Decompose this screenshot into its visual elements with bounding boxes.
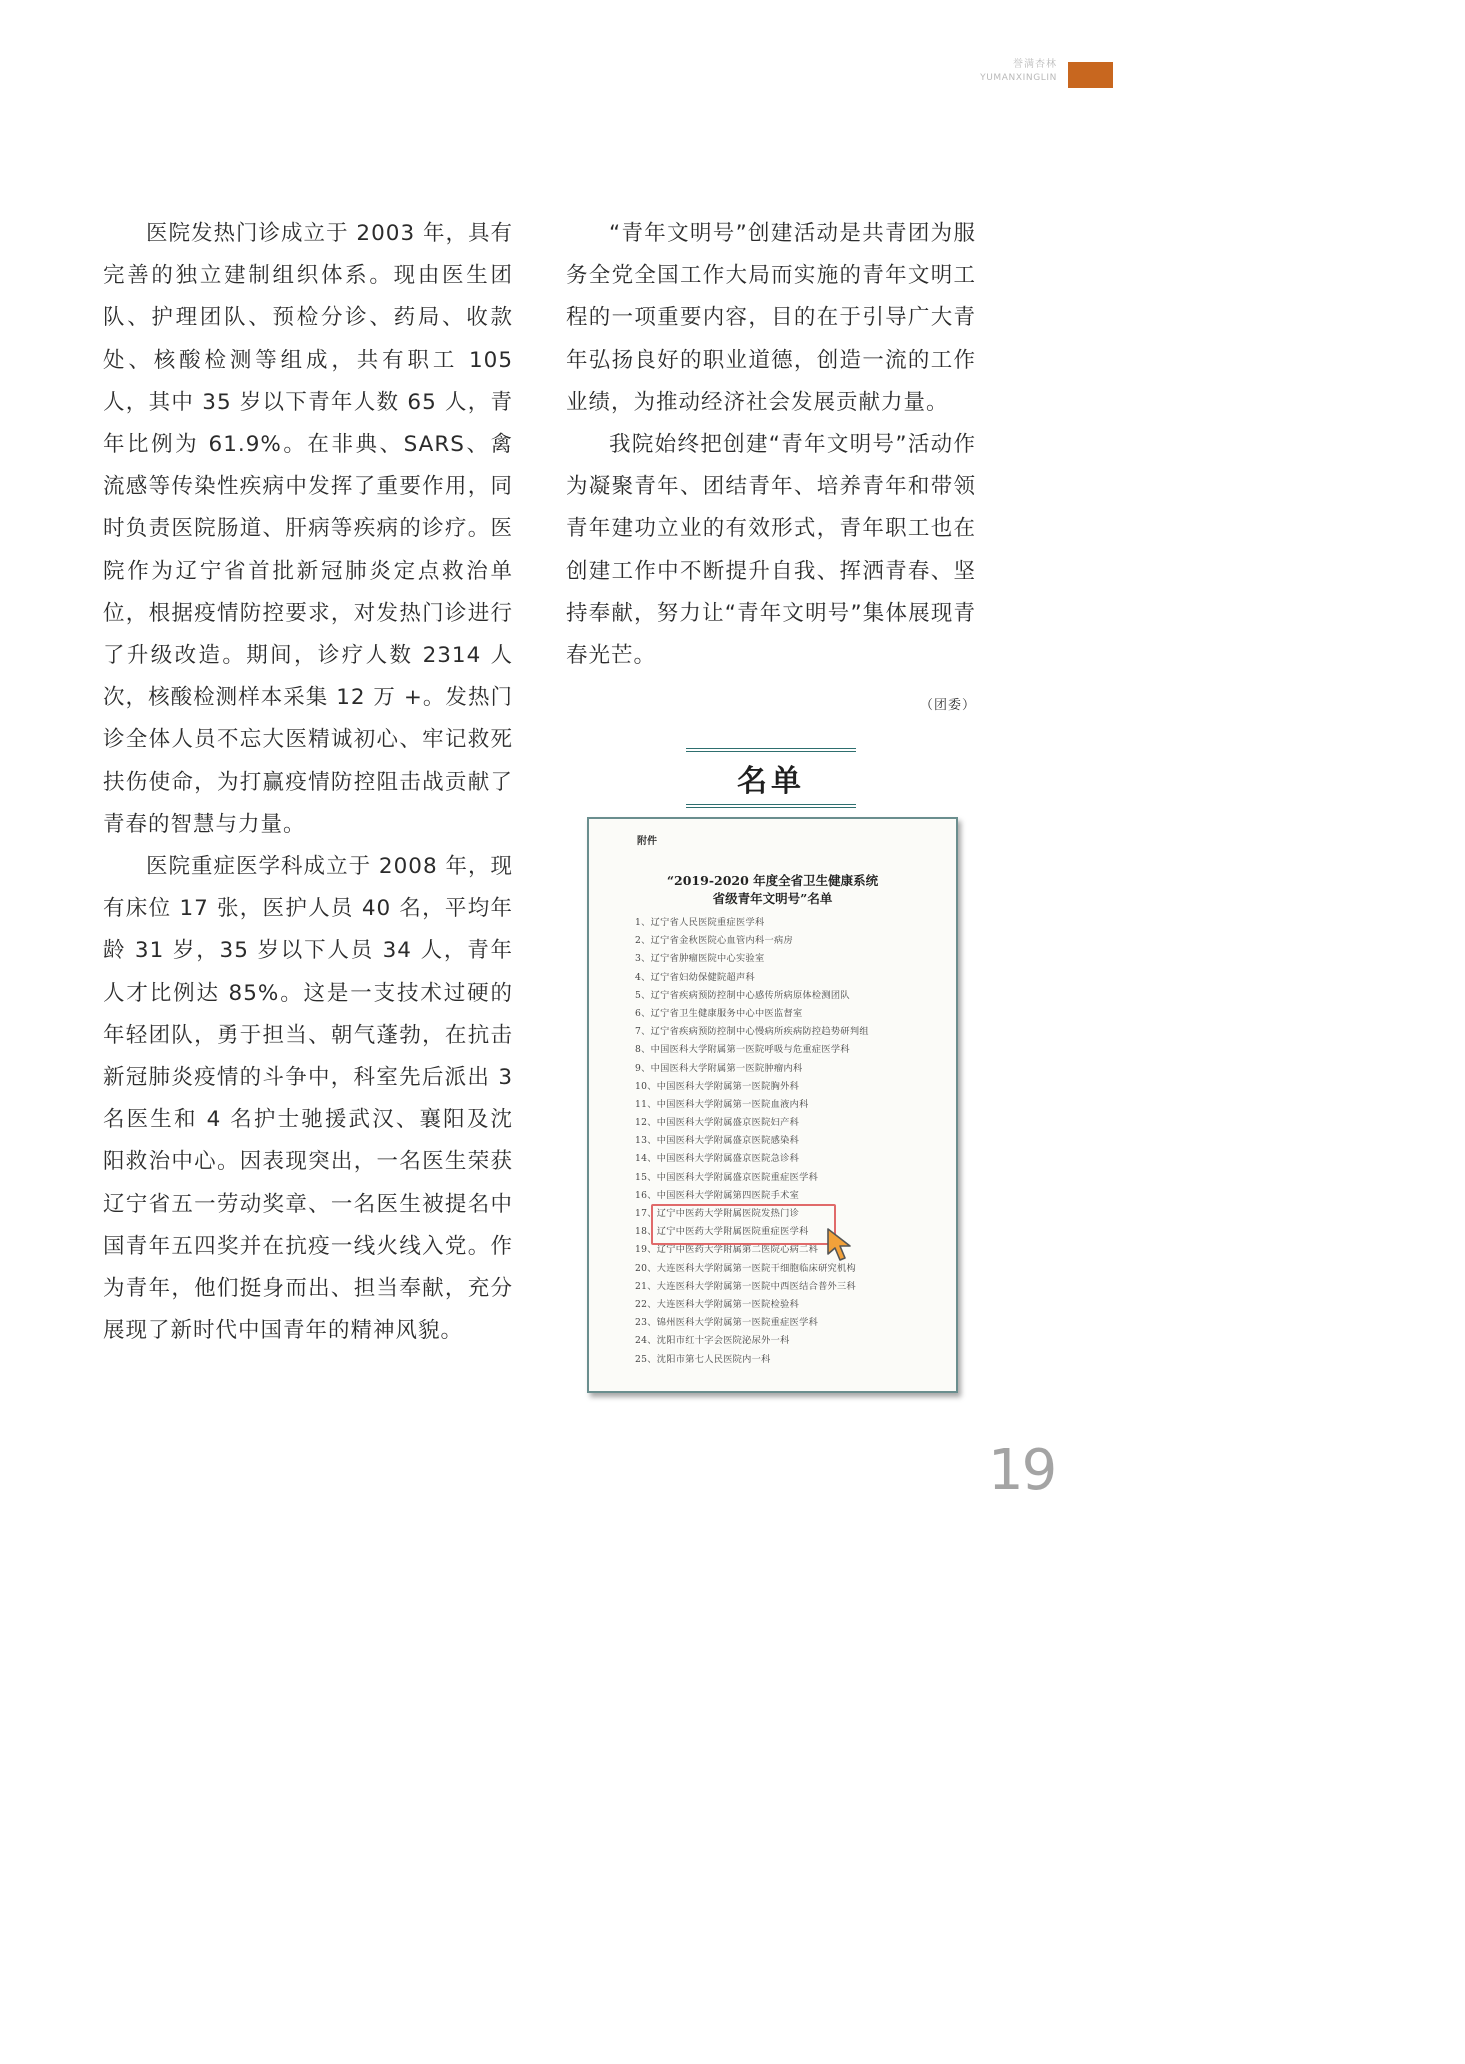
document-image [587,817,958,1393]
paragraph: 我院始终把创建“青年文明号”活动作为凝聚青年、团结青年、培养青年和带领青年建功立业的有效形式，青年职工也在创建工作中不断提升自我、挥洒青春、坚持奉献，努力让“青年文明号”集体展现青春光芒。 [566,432,976,669]
document-list [635,914,935,1369]
list-item: 14、中国医科大学附属盛京医院急诊科 [635,1153,800,1165]
list-item: 23、锦州医科大学附属第一医院重症医学科 [635,1317,819,1329]
list-item: 13、中国医科大学附属盛京医院感染科 [635,1135,800,1147]
list-item: 16、中国医科大学附属第四医院手术室 [635,1189,800,1201]
document-title-line2: 省级青年文明号”名单 [712,891,833,906]
list-item: 7、辽宁省疾病预防控制中心慢病所疾病防控趋势研判组 [635,1026,869,1038]
list-item: 20、大连医科大学附属第一医院干细胞临床研究机构 [635,1262,857,1274]
list-item: 22、大连医科大学附属第一医院检验科 [635,1298,800,1310]
list-section-title: 名单 [686,748,856,808]
highlight-box [651,1204,836,1245]
paragraph: “青年文明号”创建活动是共青团为服务全党全国工作大局而实施的青年文明工程的一项重要内容，目的在于引导广大青年弘扬良好的职业道德，创造一流的工作业绩，为推动经济社会发展贡献力量。 [566,221,976,415]
list-item: 6、辽宁省卫生健康服务中心中医监督室 [635,1007,803,1019]
brand-accent-bar [1068,62,1113,88]
list-item: 12、中国医科大学附属盛京医院妇产科 [635,1117,800,1129]
list-item: 3、辽宁省肿瘤医院中心实验室 [635,953,765,965]
list-item: 2、辽宁省金秋医院心血管内科一病房 [635,935,793,947]
list-item: 9、中国医科大学附属第一医院肿瘤内科 [635,1062,803,1074]
author-signature: （团委） [920,698,977,713]
list-item: 19、辽宁中医药大学附属第二医院心病二科 [635,1244,819,1256]
attachment-label: 附件 [637,836,657,847]
list-item: 11、中国医科大学附属第一医院血液内科 [635,1098,809,1110]
list-item: 8、中国医科大学附属第一医院呼吸与危重症医学科 [635,1044,850,1056]
cursor-arrow-icon [825,1227,855,1263]
list-item: 15、中国医科大学附属盛京医院重症医学科 [635,1171,819,1183]
list-item-highlighted: 17、辽宁中医药大学附属医院发热门诊 [635,1208,800,1219]
document-title-line1: “2019-2020 年度全省卫生健康系统 [666,873,879,888]
list-item: 1、辽宁省人民医院重症医学科 [635,917,765,928]
left-column [103,213,513,1352]
brand-en: YUMANXINGLIN [980,72,1057,83]
paragraph: 医院重症医学科成立于 2008 年，现有床位 17 张，医护人员 40 名，平均年龄 31 岁，35 岁以下人员 34 人，青年人才比例达 85%。这是一支技术过硬的年轻团队，勇于担当、朝气蓬勃，在抗击新冠肺炎疫情的斗争中，科室先后派出 3 名医生和 4 名护士驰援武汉、襄阳及沈阳救治中心。因表现突出，一名医生荣获辽宁省五一劳动奖章、一名医生被提名中国青年五四奖并在抗疫一线火线入党。作为青年，他们挺身而出、担当奉献，充分展现了新时代中国青年的精神风貌。 [103,854,513,1344]
brand-cn: 誉满杏林 [1013,59,1057,70]
list-item: 24、沈阳市红十字会医院泌尿外一科 [635,1335,790,1347]
header-brand [980,58,1057,84]
list-item: 5、辽宁省疾病预防控制中心感传所病原体检测团队 [635,989,850,1001]
list-item: 25、沈阳市第七人民医院内一科 [635,1353,771,1365]
list-item: 4、辽宁省妇幼保健院超声科 [635,971,755,983]
list-item: 21、大连医科大学附属第一医院中西医结合普外三科 [635,1280,857,1292]
right-column [566,213,976,677]
paragraph: 医院发热门诊成立于 2003 年，具有完善的独立建制组织体系。现由医生团队、护理团队、预检分诊、药局、收款处、核酸检测等组成，共有职工 105 人，其中 35 岁以下青年人数 65 人，青年比例为 61.9%。在非典、SARS、禽流感等传染性疾病中发挥了重要作用，同时负责医院肠道、肝病等疾病的诊疗。医院作为辽宁省首批新冠肺炎定点救治单位，根据疫情防控要求，对发热门诊进行了升级改造。期间，诊疗人数 2314 人次，核酸检测样本采集 12 万 +。发热门诊全体人员不忘大医精诚初心、牢记救死扶伤使命，为打赢疫情防控阻击战贡献了青春的智慧与力量。 [103,221,513,837]
page-number: 19 [988,1438,1056,1503]
list-item-highlighted: 18、辽宁中医药大学附属医院重症医学科 [635,1226,809,1238]
list-item: 10、中国医科大学附属第一医院胸外科 [635,1080,800,1092]
